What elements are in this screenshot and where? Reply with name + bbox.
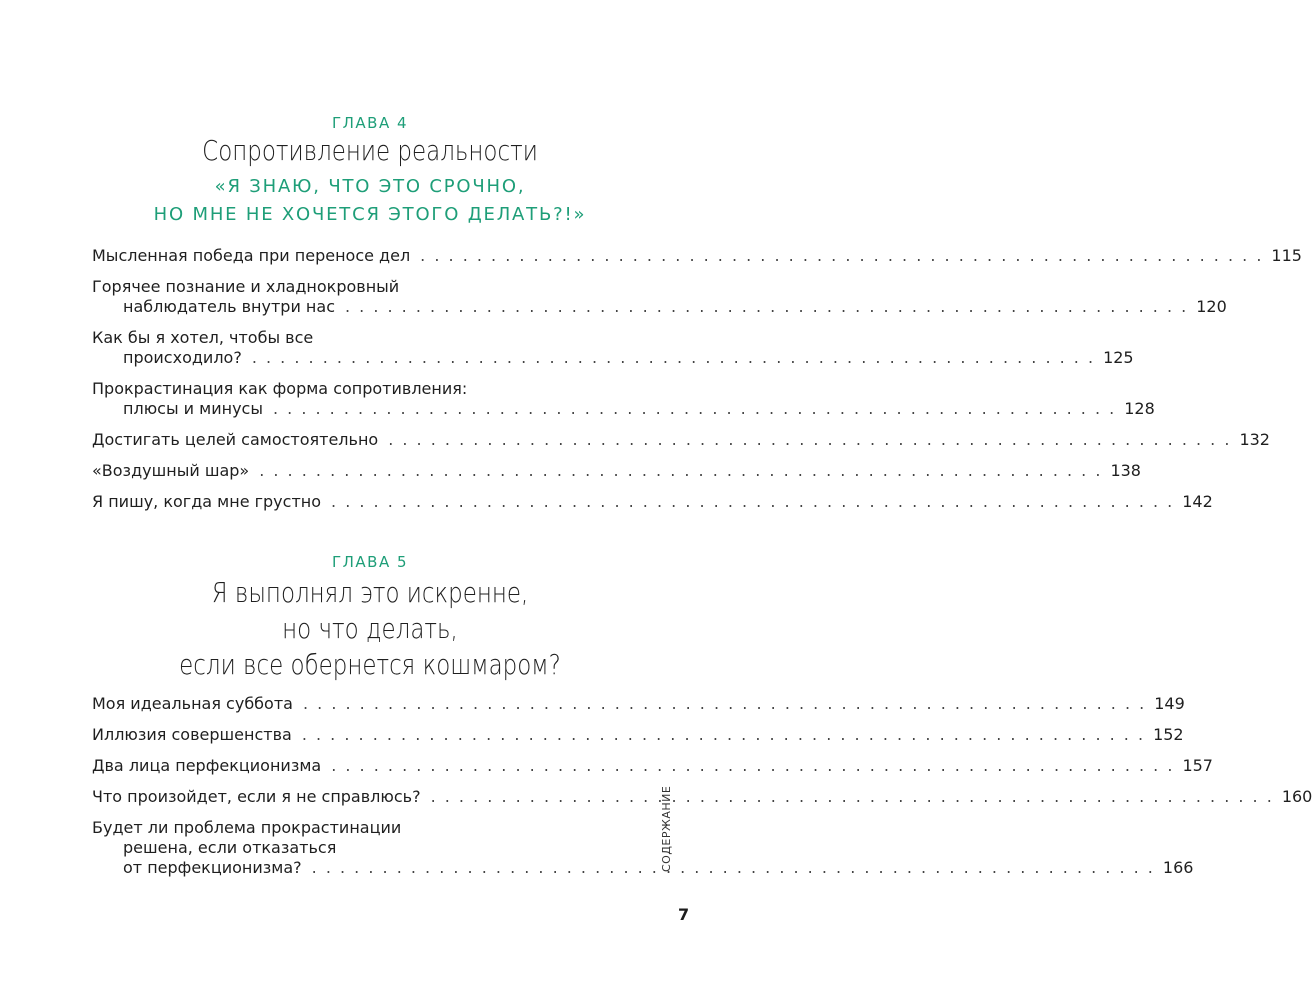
- toc-entry-title: Достигать целей самостоятельно: [92, 430, 379, 449]
- dot-leader: . . . . . . . . . . . . . . . . . . . . . . . . . . . . . . . . . . . . . . . . . . . . . . . . . . . . . . . . . . . .: [302, 694, 1147, 713]
- chapter-5-title-line-1: Я выполнял это искренне,: [211, 576, 529, 609]
- toc-entry[interactable]: [92, 756, 1213, 776]
- toc-entry-title: Моя идеальная суббота: [92, 694, 293, 713]
- toc-entry[interactable]: [92, 787, 1312, 807]
- toc-entry-title: наблюдатель внутри нас: [123, 297, 335, 316]
- chapter-5-title-line-3: если все обернется кошмаром?: [179, 648, 561, 681]
- dot-leader: . . . . . . . . . . . . . . . . . . . . . . . . . . . . . . . . . . . . . . . . . . . . . . . . . . . . . . . . . . . .: [272, 399, 1117, 418]
- toc-entry-title: решена, если отказаться: [123, 838, 337, 857]
- toc-entry-title: Я пишу, когда мне грустно: [92, 492, 322, 511]
- toc-page-number: 160: [1281, 787, 1312, 806]
- toc-entry-title: Иллюзия совершенства: [92, 725, 292, 744]
- toc-page-number: 115: [1271, 246, 1302, 265]
- dot-leader: . . . . . . . . . . . . . . . . . . . . . . . . . . . . . . . . . . . . . . . . . . . . . . . . . . . . . . . . . . . .: [251, 348, 1096, 367]
- toc-page-number: 128: [1124, 399, 1155, 418]
- dot-leader: . . . . . . . . . . . . . . . . . . . . . . . . . . . . . . . . . . . . . . . . . . . . . . . . . . . . . . . . . . . .: [430, 787, 1274, 806]
- toc-entry[interactable]: [92, 246, 1302, 266]
- toc-entry-title: Будет ли проблема прокрастинации: [92, 818, 402, 837]
- section-side-label: СОДЕРЖАНИЕ: [660, 785, 673, 872]
- toc-page-number: 138: [1110, 461, 1141, 480]
- toc-entry[interactable]: [92, 461, 1141, 481]
- toc-page-number: 132: [1239, 430, 1270, 449]
- toc-entry-title: Мысленная победа при переносе дел: [92, 246, 411, 265]
- toc-entry-title: Горячее познание и хладнокровный: [92, 277, 400, 296]
- dot-leader: . . . . . . . . . . . . . . . . . . . . . . . . . . . . . . . . . . . . . . . . . . . . . . . . . . . . . . . . . . . .: [331, 756, 1175, 775]
- page-number: 7: [678, 905, 690, 924]
- dot-leader: . . . . . . . . . . . . . . . . . . . . . . . . . . . . . . . . . . . . . . . . . . . . . . . . . . . . . . . . . . . .: [259, 461, 1103, 480]
- toc-entry-title: Прокрастинация как форма сопротивления:: [92, 379, 468, 398]
- dot-leader: . . . . . . . . . . . . . . . . . . . . . . . . . . . . . . . . . . . . . . . . . . . . . . . . . . . . . . . . . . . .: [301, 725, 1146, 744]
- chapter-4-label: ГЛАВА 4: [331, 114, 409, 132]
- toc-entry[interactable]: [92, 328, 1134, 368]
- toc-entry[interactable]: [92, 430, 1270, 450]
- toc-entry-title: «Воздушный шар»: [92, 461, 250, 480]
- dot-leader: . . . . . . . . . . . . . . . . . . . . . . . . . . . . . . . . . . . . . . . . . . . . . . . . . . . . . . . . . . . .: [420, 246, 1264, 265]
- chapter-4-subtitle-line-1: «Я ЗНАЮ, ЧТО ЭТО СРОЧНО,: [214, 176, 526, 197]
- toc-page-number: 149: [1154, 694, 1185, 713]
- toc-page-number: 125: [1103, 348, 1134, 367]
- toc-entry-title: Как бы я хотел, чтобы все: [92, 328, 314, 347]
- toc-entry-title: происходило?: [123, 348, 242, 367]
- toc-entry[interactable]: [92, 277, 1227, 317]
- dot-leader: . . . . . . . . . . . . . . . . . . . . . . . . . . . . . . . . . . . . . . . . . . . . . . . . . . . . . . . . . . . .: [344, 297, 1189, 316]
- toc-entry[interactable]: [92, 492, 1213, 512]
- toc-page-number: 120: [1196, 297, 1227, 316]
- dot-leader: . . . . . . . . . . . . . . . . . . . . . . . . . . . . . . . . . . . . . . . . . . . . . . . . . . . . . . . . . . . .: [388, 430, 1232, 449]
- toc-page-number: 157: [1182, 756, 1213, 775]
- chapter-4-subtitle-line-2: НО МНЕ НЕ ХОЧЕТСЯ ЭТОГО ДЕЛАТЬ?!»: [153, 204, 587, 225]
- toc-page-number: 152: [1153, 725, 1184, 744]
- dot-leader: . . . . . . . . . . . . . . . . . . . . . . . . . . . . . . . . . . . . . . . . . . . . . . . . . . . . . . . . . . . .: [331, 492, 1175, 511]
- toc-entry-title: Что произойдет, если я не справлюсь?: [92, 787, 421, 806]
- toc-entry[interactable]: [92, 379, 1155, 419]
- chapter-5-title-line-2: но что делать,: [282, 612, 458, 645]
- toc-entry-title: плюсы и минусы: [123, 399, 263, 418]
- chapter-4-title: Сопротивление реальности: [202, 134, 538, 167]
- toc-page-number: 166: [1162, 858, 1194, 877]
- toc-page-number: 142: [1182, 492, 1213, 511]
- toc-entry[interactable]: [92, 694, 1185, 714]
- toc-entry[interactable]: [92, 725, 1184, 745]
- dot-leader: . . . . . . . . . . . . . . . . . . . . . . . . . . . . . . . . . . . . . . . . . . . . . . . . . . . . . . . . . . . .: [311, 858, 1155, 877]
- toc-entry-title: Два лица перфекционизма: [92, 756, 322, 775]
- chapter-5-label: ГЛАВА 5: [331, 553, 409, 571]
- toc-entry-title: от перфекционизма?: [123, 858, 302, 877]
- chapter-4-toc: [92, 246, 1302, 523]
